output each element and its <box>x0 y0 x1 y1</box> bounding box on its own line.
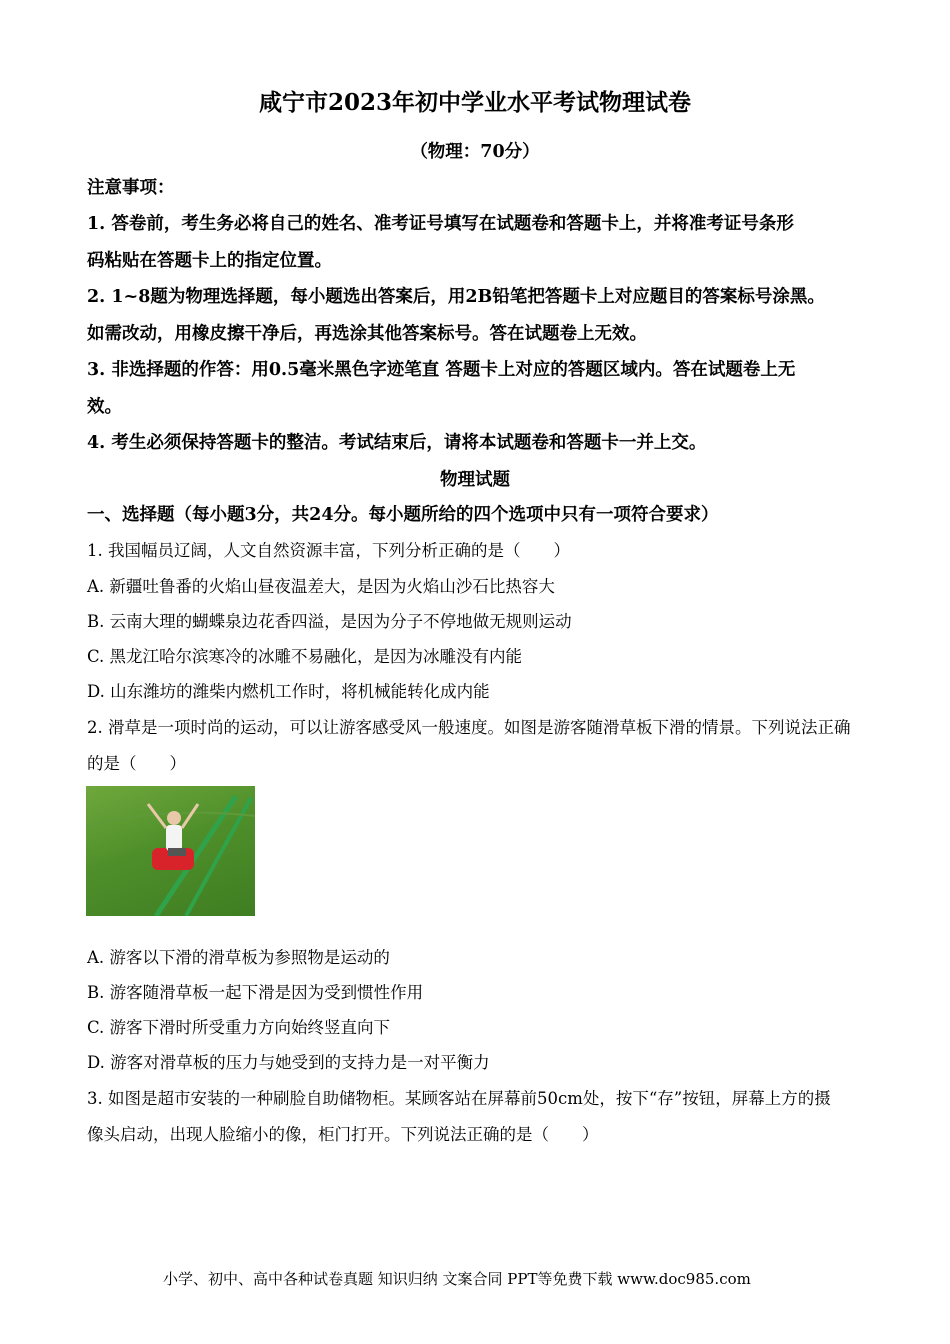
question-1-option-c: C. 黑龙江哈尔滨寒冷的冰雕不易融化，是因为冰雕没有内能 <box>87 647 523 666</box>
question-2-option-d: D. 游客对滑草板的压力与她受到的支持力是一对平衡力 <box>87 1053 490 1072</box>
page-title: 咸宁市2023年初中学业水平考试物理试卷 <box>258 89 691 116</box>
footer-text: 小学、初中、高中各种试卷真题 知识归纳 文案合同 PPT等免费下载 www.doc985.com <box>163 1270 751 1288</box>
notice-line: 码粘贴在答题卡上的指定位置。 <box>87 251 332 271</box>
notice-line: 如需改动，用橡皮擦干净后，再选涂其他答案标号。答在试题卷上无效。 <box>87 324 647 344</box>
question-2-stem: 2. 滑草是一项时尚的运动，可以让游客感受风一般速度。如图是游客随滑草板下滑的情景。下列说法正确 <box>87 718 851 737</box>
question-3-stem-cont: 像头启动，出现人脸缩小的像，柜门打开。下列说法正确的是（ ） <box>87 1125 599 1144</box>
notice-line: 4. 考生必须保持答题卡的整洁。考试结束后，请将本试题卷和答题卡一并上交。 <box>87 433 707 453</box>
question-1-option-b: B. 云南大理的蝴蝶泉边花香四溢，是因为分子不停地做无规则运动 <box>87 612 572 631</box>
notice-heading: 注意事项： <box>87 178 175 198</box>
question-1-option-d: D. 山东潍坊的潍柴内燃机工作时，将机械能转化成内能 <box>87 682 490 701</box>
notice-line: 2. 1~8题为物理选择题，每小题选出答案后，用2B铅笔把答题卡上对应题目的答案标号涂黑。 <box>87 287 825 307</box>
section-heading: 一、选择题（每小题3分，共24分。每小题所给的四个选项中只有一项符合要求） <box>87 505 719 525</box>
subtitle: （物理：70分） <box>410 142 540 162</box>
notice-line: 3. 非选择题的作答：用0.5毫米黑色字迹笔直 答题卡上对应的答题区域内。答在试题卷上无 <box>87 360 796 380</box>
question-1-option-a: A. 新疆吐鲁番的火焰山昼夜温差大，是因为火焰山沙石比热容大 <box>87 577 555 596</box>
question-2-option-a: A. 游客以下滑的滑草板为参照物是运动的 <box>87 948 390 967</box>
question-2-stem-cont: 的是（ ） <box>87 754 186 773</box>
question-1-stem: 1. 我国幅员辽阔，人文自然资源丰富，下列分析正确的是（ ） <box>87 541 570 560</box>
grass-sledding-photo <box>86 786 255 916</box>
question-2-option-c: C. 游客下滑时所受重力方向始终竖直向下 <box>87 1018 391 1037</box>
question-2-option-b: B. 游客随滑草板一起下滑是因为受到惯性作用 <box>87 983 424 1002</box>
notice-line: 效。 <box>87 397 122 417</box>
question-3-stem: 3. 如图是超市安装的一种刷脸自助储物柜。某顾客站在屏幕前50cm处，按下“存”按钮，屏幕上方的摄 <box>87 1089 831 1108</box>
notice-line: 1. 答卷前，考生务必将自己的姓名、准考证号填写在试题卷和答题卡上，并将准考证号条形 <box>87 214 794 234</box>
section-title: 物理试题 <box>440 470 510 490</box>
